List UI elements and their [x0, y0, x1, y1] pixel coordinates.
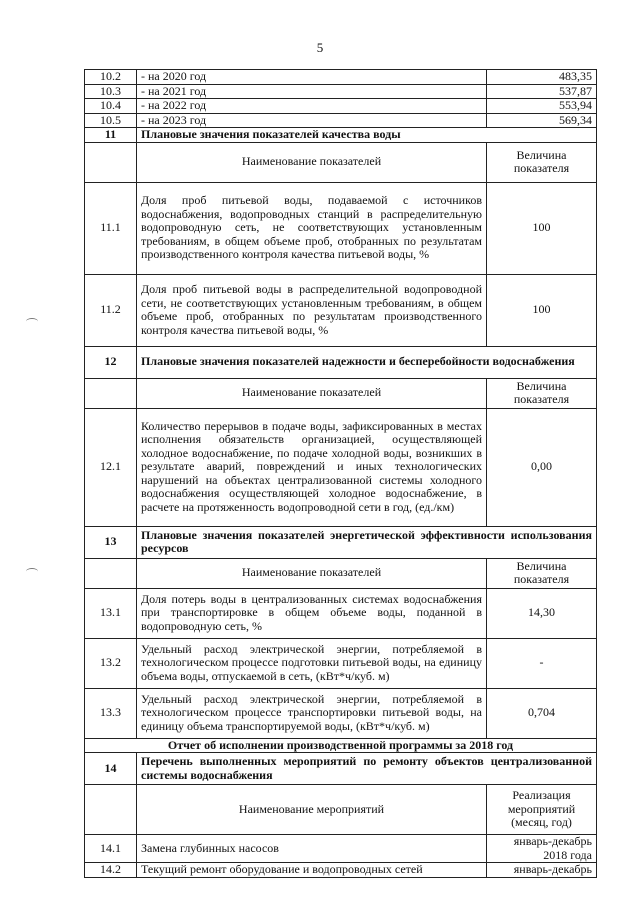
empty-cell — [85, 558, 137, 588]
row-value: 537,87 — [487, 84, 597, 99]
empty-cell — [85, 378, 137, 408]
column-header-value: Величина показателя — [487, 558, 597, 588]
margin-mark — [26, 318, 38, 325]
column-header-value: Величина показателя — [487, 142, 597, 182]
section-title: Плановые значения показателей качества воды — [137, 128, 597, 143]
row-value: 553,94 — [487, 99, 597, 114]
row-text: - на 2022 год — [137, 99, 487, 114]
row-text: Удельный расход электрической энергии, потребляемой в технологическом процессе транспортировки питьевой воды, на единицу объема транспортируемой воды, (кВт*ч/куб. м) — [137, 688, 487, 738]
row-text: Текущий ремонт оборудование и водопроводных сетей — [137, 863, 487, 878]
column-header-row — [85, 558, 597, 588]
row-value: 14,30 — [487, 588, 597, 638]
row-number: 10.4 — [85, 99, 137, 114]
column-header-name: Наименование показателей — [137, 378, 487, 408]
row-text: Доля проб питьевой воды в распределительной водопроводной сети, не соответствующих установленным требованиям, в общем объеме проб, отобранных по результатам производственного контроля качества питьевой воды, % — [137, 274, 487, 346]
row-value: 100 — [487, 182, 597, 274]
row-text: Удельный расход электрической энергии, потребляемой в технологическом процессе подготовки питьевой воды, на единицу объема воды, отпускаемой в сеть, (кВт*ч/куб. м) — [137, 638, 487, 688]
column-header-value: Реализация мероприятий (месяц, год) — [487, 785, 597, 835]
table-row — [85, 182, 597, 274]
column-header-row — [85, 142, 597, 182]
section-number: 13 — [85, 526, 137, 558]
section-number: 12 — [85, 346, 137, 378]
section-title: Перечень выполненных мероприятий по ремонту объектов централизованной системы водоснабжения — [137, 753, 597, 785]
row-text: Замена глубинных насосов — [137, 835, 487, 863]
table-row — [85, 408, 597, 526]
row-number: 14.2 — [85, 863, 137, 878]
row-value: 100 — [487, 274, 597, 346]
row-number: 13.1 — [85, 588, 137, 638]
row-number: 10.3 — [85, 84, 137, 99]
report-title-row — [85, 738, 597, 753]
row-text: - на 2023 год — [137, 113, 487, 128]
row-number: 13.2 — [85, 638, 137, 688]
row-number: 14.1 — [85, 835, 137, 863]
table-row — [85, 638, 597, 688]
page-number: 5 — [316, 40, 324, 55]
table-row — [85, 688, 597, 738]
report-title: Отчет об исполнении производственной программы за 2018 год — [85, 738, 597, 753]
row-number: 11.2 — [85, 274, 137, 346]
row-number: 10.5 — [85, 113, 137, 128]
section-title: Плановые значения показателей надежности и бесперебойности водоснабжения — [137, 346, 597, 378]
row-value: 483,35 — [487, 70, 597, 85]
empty-cell — [85, 142, 137, 182]
margin-mark — [26, 568, 38, 575]
row-text: Доля потерь воды в централизованных системах водоснабжения при транспортировке в общем объеме воды, поданной в водопроводную сеть, % — [137, 588, 487, 638]
row-value: 0,00 — [487, 408, 597, 526]
row-value: январь-декабрь — [487, 863, 597, 878]
row-value: 569,34 — [487, 113, 597, 128]
section-number: 11 — [85, 128, 137, 143]
column-header-name: Наименование мероприятий — [137, 785, 487, 835]
row-number: 11.1 — [85, 182, 137, 274]
section-row — [85, 128, 597, 143]
row-number: 13.3 — [85, 688, 137, 738]
indicators-table — [84, 69, 597, 878]
section-number: 14 — [85, 753, 137, 785]
table-row — [85, 70, 597, 85]
column-header-value: Величина показателя — [487, 378, 597, 408]
row-text: Доля проб питьевой воды, подаваемой с источников водоснабжения, водопроводных станций в распределительную водопроводную сеть, не соответствующих установленным требованиям, в общем объеме проб, отобранных по результатам производственного контроля качества питьевой воды, % — [137, 182, 487, 274]
row-text: - на 2020 год — [137, 70, 487, 85]
section-row — [85, 526, 597, 558]
table-row — [85, 113, 597, 128]
column-header-name: Наименование показателей — [137, 142, 487, 182]
row-value: - — [487, 638, 597, 688]
table-row — [85, 835, 597, 863]
table-row — [85, 274, 597, 346]
section-row — [85, 753, 597, 785]
table-row — [85, 84, 597, 99]
empty-cell — [85, 785, 137, 835]
table-row — [85, 588, 597, 638]
row-value: январь-декабрь 2018 года — [487, 835, 597, 863]
row-text: - на 2021 год — [137, 84, 487, 99]
row-value: 0,704 — [487, 688, 597, 738]
section-title: Плановые значения показателей энергетической эффективности использования ресурсов — [137, 526, 597, 558]
section-row — [85, 346, 597, 378]
column-header-name: Наименование показателей — [137, 558, 487, 588]
row-number: 10.2 — [85, 70, 137, 85]
table-row — [85, 99, 597, 114]
row-text: Количество перерывов в подаче воды, зафиксированных в местах исполнения обязательств организацией, осуществляющей холодное водоснабжение, по подаче холодной воды, возникших в результате аварий, повреждений и иных технологических нарушений на объектах централизованной системы холодного водоснабжения осуществляющей холодное водоснабжение, в расчете на протяженность водопроводной сети в год, (ед./км) — [137, 408, 487, 526]
table-row — [85, 863, 597, 878]
column-header-row — [85, 785, 597, 835]
column-header-row — [85, 378, 597, 408]
row-number: 12.1 — [85, 408, 137, 526]
